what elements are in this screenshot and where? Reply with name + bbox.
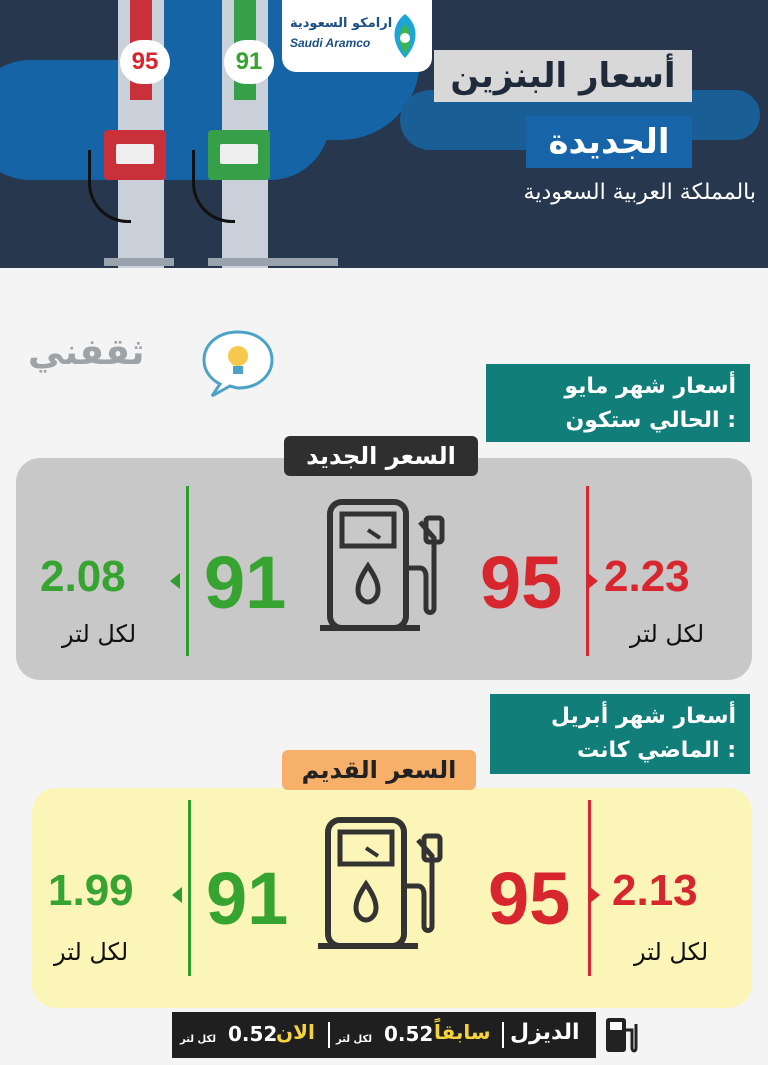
brand-name: ثقفني <box>28 332 145 373</box>
new-price-label: السعر الجديد <box>284 436 478 476</box>
april-heading-line-2: الماضي كانت : <box>576 738 736 763</box>
pump-base <box>104 258 174 266</box>
diesel-previous-price: 0.52 <box>384 1022 434 1046</box>
logo-arabic-text: ارامكو السعودية <box>290 16 393 31</box>
april-heading <box>490 694 750 774</box>
octane-badge-95: 95 <box>120 40 170 84</box>
unit-label-91: لكل لتر <box>62 620 137 648</box>
lightbulb-bubble-icon <box>198 328 278 398</box>
may-heading-line-1: أسعار شهر مايو <box>564 374 736 399</box>
divider-95 <box>586 486 589 656</box>
octane-badge-91: 91 <box>224 40 274 84</box>
divider-91 <box>188 800 191 976</box>
pump-base <box>208 258 338 266</box>
unit-label-95: لكل لتر <box>630 620 705 648</box>
fuel-pump-icon <box>320 498 460 638</box>
diesel-label: الديزل <box>510 1020 580 1045</box>
diesel-now-price: 0.52 <box>228 1022 278 1046</box>
arrow-right-icon <box>590 887 600 903</box>
arrow-right-icon <box>588 573 598 589</box>
diesel-now-unit: لكل لتر <box>180 1034 217 1045</box>
may-heading-line-2: الحالي ستكون : <box>565 408 736 433</box>
divider-91 <box>186 486 189 656</box>
title-line-3: بالمملكة العربية السعودية <box>523 180 756 205</box>
old-price-91: 1.99 <box>48 866 134 915</box>
april-heading-line-1: أسعار شهر أبريل <box>550 704 736 729</box>
unit-label-95: لكل لتر <box>634 938 709 966</box>
aramco-logo-icon <box>384 12 426 60</box>
diesel-pump-icon <box>604 1016 640 1056</box>
new-price-91: 2.08 <box>40 552 126 601</box>
old-price-label: السعر القديم <box>282 750 476 790</box>
diesel-now-label: الان <box>276 1020 315 1044</box>
octane-91: 91 <box>206 857 289 940</box>
arrow-left-icon <box>170 573 180 589</box>
octane-95: 95 <box>480 541 563 624</box>
unit-label-91: لكل لتر <box>54 938 129 966</box>
logo-english-text: Saudi Aramco <box>290 36 371 50</box>
header-banner <box>0 0 768 268</box>
octane-91: 91 <box>204 541 287 624</box>
diesel-bar <box>172 1012 596 1058</box>
old-price-95: 2.13 <box>612 866 698 915</box>
title-line-1: أسعار البنزين <box>434 50 692 102</box>
octane-95: 95 <box>488 857 571 940</box>
hose <box>88 150 131 223</box>
diesel-previous-label: سابقاً <box>434 1020 491 1044</box>
may-heading <box>486 364 750 442</box>
fuel-pump-icon <box>318 816 458 956</box>
diesel-separator <box>328 1022 330 1048</box>
diesel-previous-unit: لكل لتر <box>336 1034 373 1045</box>
hose <box>192 150 235 223</box>
title-line-2: الجديدة <box>526 116 692 168</box>
arrow-left-icon <box>172 887 182 903</box>
diesel-separator <box>502 1022 504 1048</box>
new-price-95: 2.23 <box>604 552 690 601</box>
